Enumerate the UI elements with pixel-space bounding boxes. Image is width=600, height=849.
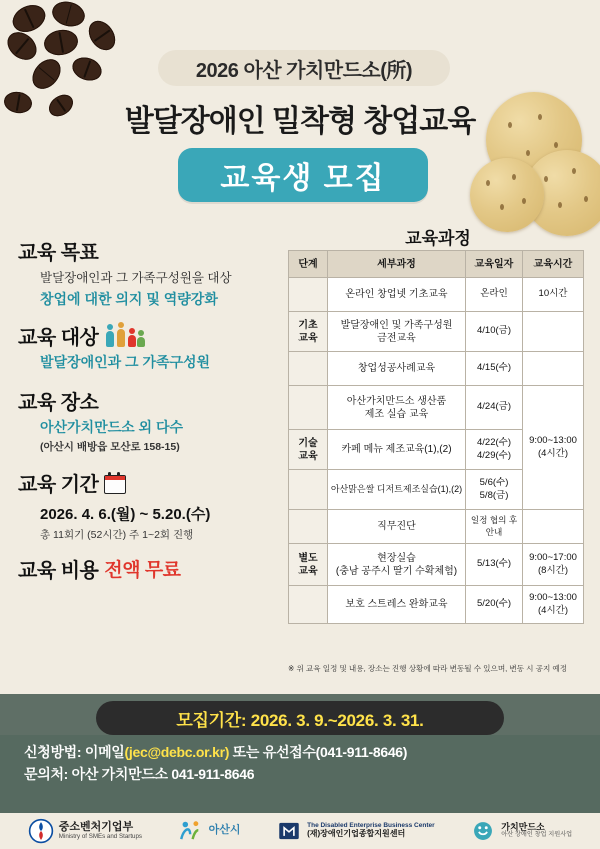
table-cell-stage	[289, 510, 328, 544]
table-cell-stage: 기초 교육	[289, 312, 328, 352]
gachi-mandeuso-symbol-icon	[470, 818, 496, 844]
table-row	[289, 544, 584, 586]
table-header-row	[289, 251, 584, 278]
info-block-target	[18, 321, 280, 372]
logo-debc	[276, 818, 435, 844]
calendar-icon	[104, 472, 128, 494]
course-table-title: 교육과정	[405, 229, 471, 248]
table-cell-stage	[289, 586, 328, 624]
table-row	[289, 278, 584, 312]
apply-email[interactable]: (jec@debc.or.kr)	[124, 744, 230, 760]
info-block-period	[18, 468, 280, 542]
info-heading: 교육 장소	[18, 392, 99, 415]
table-cell-detail: 직무진단	[328, 510, 466, 544]
table-cell-date: 5/20(수)	[466, 586, 523, 624]
table-cell-detail	[328, 544, 466, 586]
table-cell-detail-title: 현장실습	[377, 552, 416, 564]
table-col-date: 교육일자	[466, 251, 523, 278]
coffee-bean-icon	[69, 54, 105, 85]
table-cell-detail-sub: (충남 공주시 딸기 수확체험)	[335, 565, 458, 577]
table-cell-date: 5/6(수) 5/8(금)	[466, 470, 523, 510]
info-strong: 발달장애인과 그 가족구성원	[40, 354, 211, 371]
logo-asan-city	[178, 818, 241, 844]
course-table-note: ※ 위 교육 일정 및 내용, 장소는 진행 상황에 따라 변동될 수 있으며, 변동 시 공지 예정	[288, 664, 568, 673]
table-cell-time: 9:00~13:00 (4시간)	[523, 386, 584, 510]
asan-city-symbol-icon	[178, 818, 204, 844]
table-cell-detail: 아산맑은쌀 디저트제조실습(1),(2)	[328, 470, 466, 510]
info-period-value: 2026. 4. 6.(월) ~ 5.20.(수)	[40, 506, 211, 524]
table-cell-detail: 창업성공사례교육	[328, 352, 466, 386]
coffee-bean-icon	[2, 27, 42, 66]
inquiry-line: 문의처: 아산 가치만드소 041-911-8646	[24, 765, 255, 782]
course-table	[288, 250, 584, 624]
logo-title: 가치만드소	[501, 822, 545, 833]
logo-title-ko: (재)장애인기업종합지원센터	[307, 829, 406, 839]
poster-title-highlight-label: 교육생 모집	[220, 162, 386, 195]
table-cell-stage	[289, 278, 328, 312]
table-cell-detail: 보호 스트레스 완화교육	[328, 586, 466, 624]
info-note: 총 11회기 (52시간) 주 1~2회 진행	[40, 529, 194, 542]
coffee-bean-icon	[27, 54, 67, 95]
info-block-cost	[18, 554, 280, 583]
apply-method-line	[24, 742, 407, 764]
table-cell-time	[523, 312, 584, 352]
table-cell-stage: 기술 교육	[289, 430, 328, 470]
table-row	[289, 352, 584, 386]
info-strong: 창업에 대한 의지 및 역량강화	[40, 291, 218, 308]
table-cell-time: 10시간	[523, 278, 584, 312]
info-note: (아산시 배방읍 모산로 158-15)	[40, 441, 180, 454]
apply-method-label: 신청방법: 이메일	[24, 744, 125, 760]
logo-title: 중소벤처기업부	[58, 820, 134, 833]
contact-info	[24, 742, 407, 785]
table-cell-date: 일정 협의 후 안내	[466, 510, 523, 544]
table-cell-date: 5/13(수)	[466, 544, 523, 586]
info-heading	[18, 468, 280, 497]
table-cell-time: 9:00~17:00 (8시간)	[523, 544, 584, 586]
coffee-bean-icon	[42, 27, 80, 58]
table-cell-stage	[289, 470, 328, 510]
logo-gachi-mandeuso	[470, 818, 572, 844]
table-cell-detail: 아산가치만드소 생산품 제조 실습 교육	[328, 386, 466, 430]
table-cell-detail: 카페 메뉴 제조교육(1),(2)	[328, 430, 466, 470]
family-icon	[104, 325, 144, 347]
table-cell-date: 4/24(금)	[466, 386, 523, 430]
table-cell-stage	[289, 352, 328, 386]
rice-cracker-icon	[470, 158, 544, 232]
table-row	[289, 386, 584, 430]
logo-subtitle: 아산 장애인 창업 지원사업	[501, 831, 573, 839]
info-heading	[18, 321, 280, 350]
logo-subtitle: Ministry of SMEs and Startups	[58, 832, 143, 840]
coffee-bean-icon	[83, 16, 120, 55]
table-row	[289, 586, 584, 624]
table-cell-date: 4/15(수)	[466, 352, 523, 386]
info-block-place	[18, 386, 280, 454]
poster-title-highlight	[178, 148, 428, 202]
info-line: 발달장애인과 그 가족구성원을 대상	[40, 271, 232, 285]
info-heading	[18, 554, 280, 583]
recruit-period-label: 모집기간: 2026. 3. 9.~2026. 3. 31.	[176, 710, 424, 730]
logo-strip	[0, 813, 600, 849]
logo-title: 아산시	[208, 824, 241, 837]
info-heading: 교육 목표	[18, 242, 99, 264]
table-cell-detail: 온라인 창업넷 기초교육	[328, 278, 466, 312]
table-cell-detail: 발달장애인 및 가족구성원 금전교육	[328, 312, 466, 352]
table-col-detail: 세부과정	[328, 251, 466, 278]
info-column	[18, 236, 280, 587]
table-col-time: 교육시간	[523, 251, 584, 278]
table-cell-date: 4/22(수) 4/29(수)	[466, 430, 523, 470]
info-strong: 아산가치만드소 외 다수	[40, 419, 184, 436]
info-heading-label: 교육 비용	[18, 560, 99, 583]
recruit-period-pill	[96, 701, 504, 735]
logo-title-en: The Disabled Enterprise Business Center	[307, 822, 435, 830]
government-emblem-icon	[28, 818, 54, 844]
table-cell-date: 4/10(금)	[466, 312, 523, 352]
table-cell-time	[523, 510, 584, 544]
table-cell-time: 9:00~13:00 (4시간)	[523, 586, 584, 624]
table-cell-time	[523, 352, 584, 386]
table-row	[289, 312, 584, 352]
debc-symbol-icon	[276, 818, 302, 844]
table-row	[289, 510, 584, 544]
poster-subtitle-pill: 2026 아산 가치만드소(所)	[158, 50, 450, 86]
table-col-stage: 단계	[289, 251, 328, 278]
coffee-bean-icon	[49, 0, 87, 30]
logo-ministry-of-smes	[28, 818, 142, 844]
table-cell-stage	[289, 386, 328, 430]
table-cell-date: 온라인	[466, 278, 523, 312]
info-heading-label: 교육 대상	[18, 327, 99, 350]
apply-phone: 또는 유선접수(041-911-8646)	[229, 744, 408, 760]
info-block-goal	[18, 236, 280, 309]
table-cell-stage: 별도 교육	[289, 544, 328, 586]
info-heading-label: 교육 기간	[18, 474, 99, 497]
poster-title: 발달장애인 밀착형 창업교육	[124, 105, 476, 138]
info-cost-highlight: 전액 무료	[104, 560, 181, 582]
